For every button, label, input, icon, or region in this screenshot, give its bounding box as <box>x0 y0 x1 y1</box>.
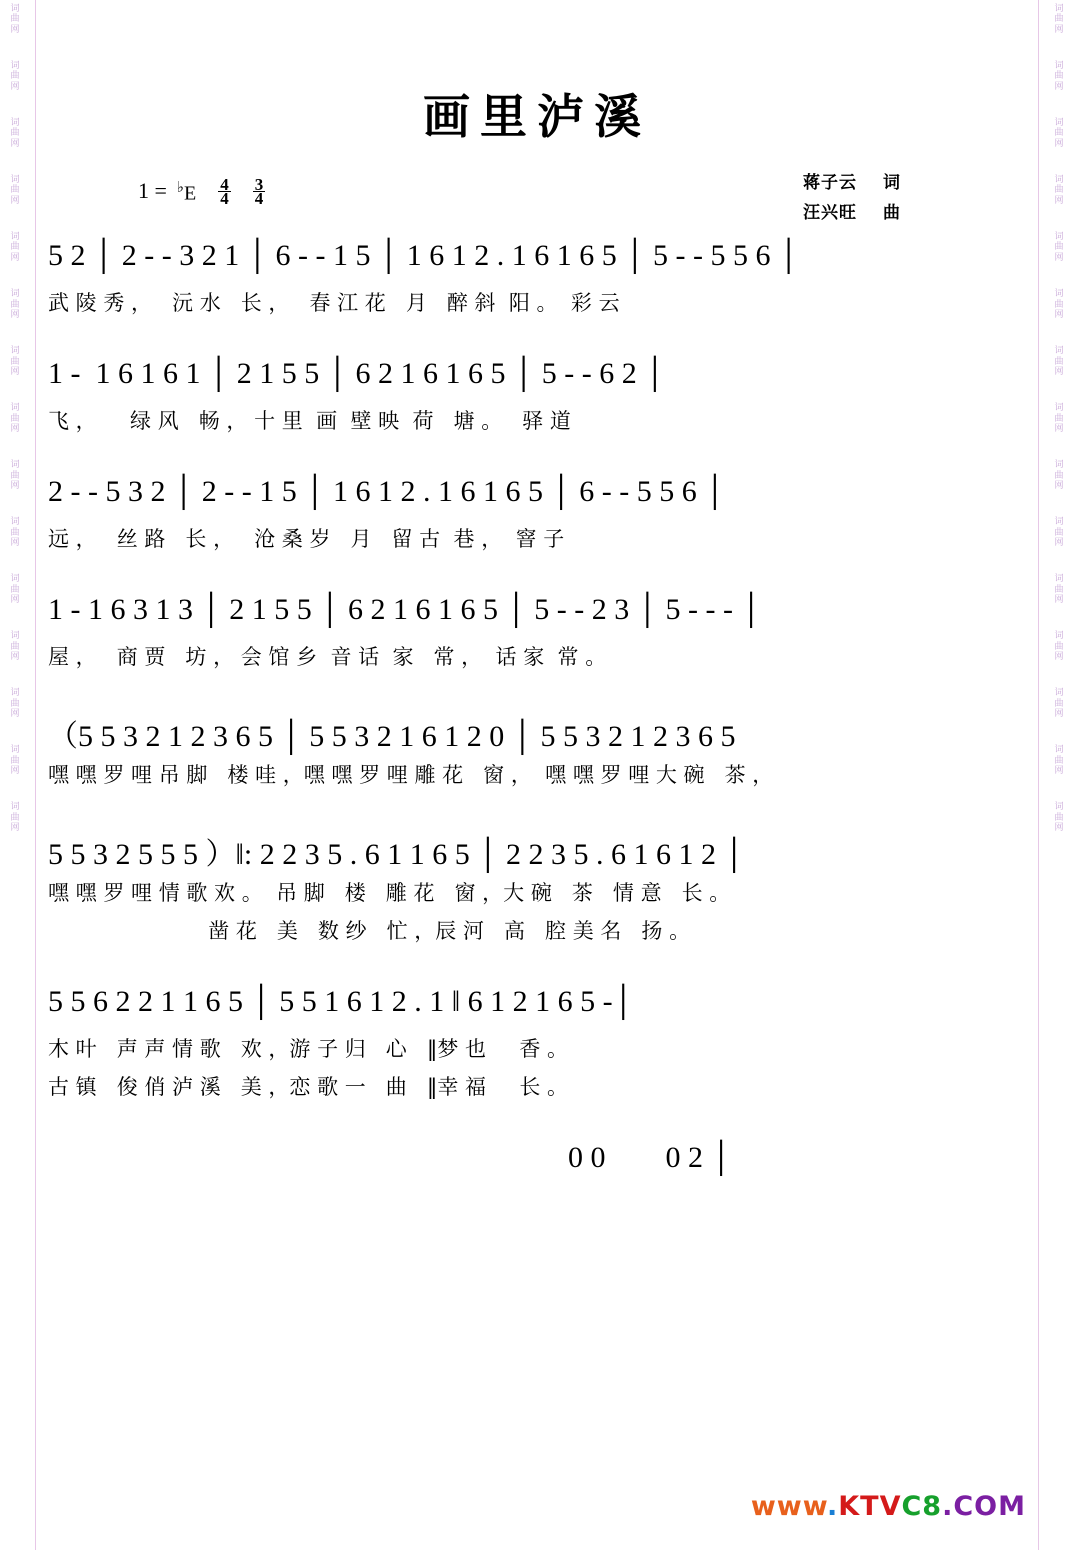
note-line: 0 0 0 2 │ <box>568 1141 732 1174</box>
composer-role: 曲 <box>883 203 901 223</box>
lyric-line: 木 叶 声 声 情 歌 欢 ，游 子 归 心 ‖梦 也 香 。 <box>48 1037 569 1061</box>
watermark-text: 词曲网 <box>10 460 20 491</box>
credits <box>803 168 901 228</box>
note-line: 5 2 │ 2 - - 3 2 1 │ 6 - - 1 5 │ 1 6 1 2 . 1 6 1 6 5 │ 5 - - 5 5 6 │ <box>48 239 800 272</box>
music-system <box>48 985 1026 1101</box>
page-title: 画里泸溪 <box>423 90 651 145</box>
note-line: 2 - - 5 3 2 │ 2 - - 1 5 │ 1 6 1 2 . 1 6 1 6 5 │ 6 - - 5 5 6 │ <box>48 475 726 508</box>
watermark-text: 词曲网 <box>1054 631 1064 663</box>
watermark-text: 词曲网 <box>10 745 20 777</box>
watermark-text: 词曲网 <box>10 574 20 605</box>
flat-sign: ♭ <box>176 180 184 196</box>
watermark-text: 词曲网 <box>10 289 20 320</box>
watermark-text: 词曲网 <box>1054 403 1064 434</box>
key-letter: E <box>184 182 197 205</box>
lyric-line: 嘿 嘿 罗 哩 情 歌 欢 。 吊 脚 楼 雕 花 窗 ，大 碗 茶 情 意 长 。 <box>48 881 731 905</box>
watermark-text: 词曲网 <box>1054 517 1064 548</box>
note-line: 1 - 1 6 3 1 3 │ 2 1 5 5 │ 6 2 1 6 1 6 5 │ 5 - - 2 3 │ 5 - - - │ <box>48 593 762 626</box>
watermark-text: 词曲网 <box>1054 745 1064 777</box>
watermark-text: 词曲网 <box>1054 232 1064 263</box>
lyricist-role: 词 <box>883 173 901 193</box>
watermark-text: 词曲网 <box>10 631 20 663</box>
watermark-text: 词曲网 <box>10 118 20 149</box>
site-url-watermark: www.KTVC8.COM <box>750 1491 1026 1522</box>
lyricist-name: 蒋子云 <box>803 173 857 193</box>
lyric-line: 武 陵 秀 ， 沅 水 长 ， 春 江 花 月 醉 斜 阳 。 彩 云 <box>48 291 620 315</box>
music-system-coda <box>568 1141 1026 1187</box>
watermark-text: 词曲网 <box>1054 4 1064 35</box>
watermark-text: 词曲网 <box>10 232 20 263</box>
watermark-text: 词曲网 <box>10 61 20 92</box>
watermark-text: 词曲网 <box>1054 175 1064 206</box>
note-line: 5 5 3 2 5 5 5 ）‖: 2 2 3 5 . 6 1 1 6 5 │ 2 2 3 5 . 6 1 6 1 2 │ <box>48 838 745 871</box>
watermark-text: 词曲网 <box>1054 118 1064 149</box>
key-signature <box>138 175 265 208</box>
watermark-text: 词曲网 <box>10 4 20 35</box>
lyric-line: 远 ， 丝 路 长 ， 沧 桑 岁 月 留 古 巷 ， 窨 子 <box>48 527 565 551</box>
page-border-right <box>1038 0 1039 1550</box>
watermark-text: 词曲网 <box>1054 460 1064 491</box>
music-system <box>48 829 1026 945</box>
lyric-line-verse2: 古 镇 俊 俏 泸 溪 美 ，恋 歌 一 曲 ‖幸 福 长 。 <box>48 1075 569 1099</box>
page-border-left <box>35 0 36 1550</box>
music-system <box>48 711 1026 789</box>
lyric-line: 飞 ， 绿 风 畅 ， 十 里 画 壁 映 荷 塘 。 驿 道 <box>48 409 571 433</box>
watermark-column-left <box>0 0 30 1550</box>
lyric-line-verse2: 凿 花 美 数 纱 忙 ，辰 河 高 腔 美 名 扬 。 <box>48 919 691 943</box>
score-sheet <box>48 0 1026 1550</box>
music-system <box>48 239 1026 317</box>
watermark-text: 词曲网 <box>1054 346 1064 377</box>
watermark-text: 词曲网 <box>10 403 20 434</box>
watermark-text: 词曲网 <box>10 175 20 206</box>
note-line: （5 5 3 2 1 2 3 6 5 │ 5 5 3 2 1 6 1 2 0 │ 5 5 3 2 1 2 3 6 5 <box>48 720 736 753</box>
lyric-line: 嘿 嘿 罗 哩 吊 脚 楼 哇 ，嘿 嘿 罗 哩 雕 花 窗 ， 嘿 嘿 罗 哩 大 碗 茶 ， <box>48 763 774 787</box>
key-prefix: 1 = <box>138 178 167 203</box>
music-system <box>48 357 1026 435</box>
composer-name: 汪兴旺 <box>803 203 857 223</box>
watermark-text: 词曲网 <box>10 802 20 834</box>
note-line: 1 - 1 6 1 6 1 │ 2 1 5 5 │ 6 2 1 6 1 6 5 │ 5 - - 6 2 │ <box>48 357 666 390</box>
watermark-text: 词曲网 <box>1054 289 1064 320</box>
lyric-line: 屋 ， 商 贾 坊 ， 会 馆 乡 音 话 家 常 ， 话 家 常 。 <box>48 645 607 669</box>
watermark-text: 词曲网 <box>10 346 20 377</box>
watermark-text: 词曲网 <box>10 688 20 720</box>
watermark-text: 词曲网 <box>1054 688 1064 720</box>
watermark-column-right <box>1044 0 1074 1550</box>
watermark-text: 词曲网 <box>1054 574 1064 605</box>
time-signature-3-4: $\frac{3}{4}$ <box>254 175 264 208</box>
time-signature-4-4: $\frac{4}{4}$ <box>220 175 229 208</box>
watermark-text: 词曲网 <box>10 517 20 548</box>
watermark-text: 词曲网 <box>1054 61 1064 92</box>
watermark-text: 词曲网 <box>1054 802 1064 834</box>
music-system <box>48 475 1026 553</box>
note-line: 5 5 6 2 2 1 1 6 5 │ 5 5 1 6 1 2 . 1 ‖ 6 1 2 1 6 5 -│ <box>48 985 634 1018</box>
music-system <box>48 593 1026 671</box>
